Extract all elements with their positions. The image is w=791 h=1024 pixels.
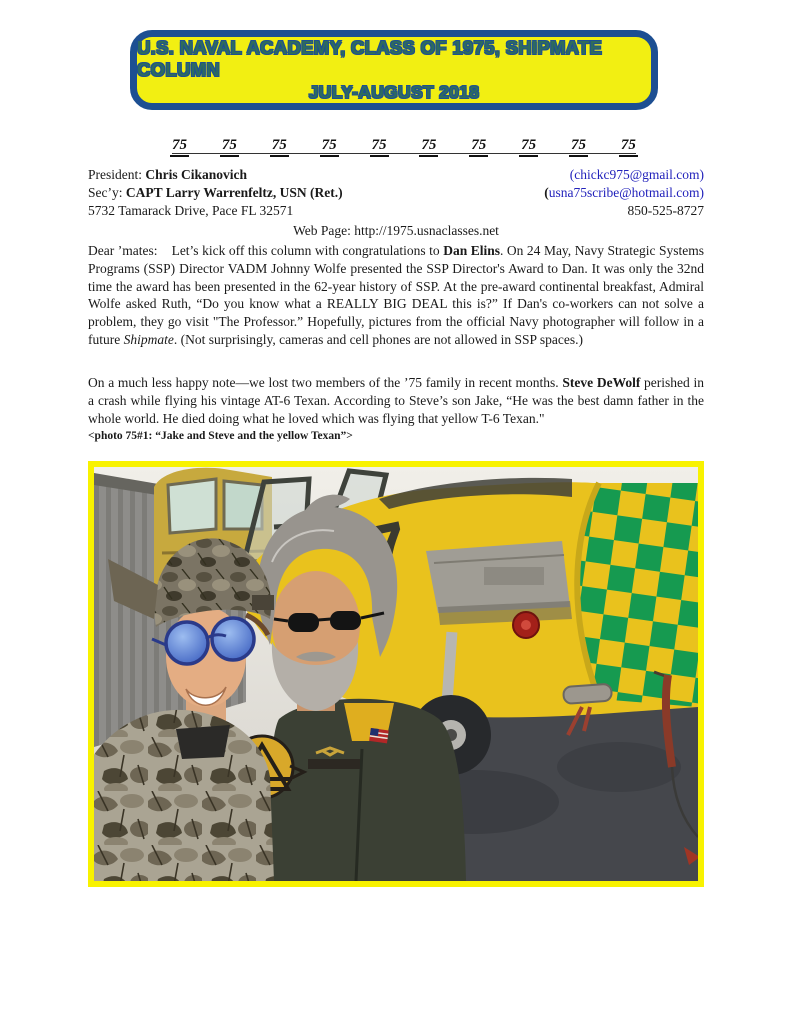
checker-cowling [577, 483, 698, 707]
seventyfive-mark: 75 [370, 136, 389, 157]
paragraph-dan-elins: Dear ’mates: Let’s kick off this column with congratulations to Dan Elins. On 24 May, Navy Strategic Systems Programs (SSP) Director VADM Johnny Wolfe presented the SSP Director's Award to Dan. It was only the 32nd time the award has been presented in the 62-year history of SSP. At the pre-award continental breakfast, Admiral Wolfe asked Ruth, “Do you know what a REALLY BIG DEAL this is?” If Dan's co-workers can not solve a problem, they go visit "The Professor.” Hopefully, pictures from the official Navy photographer will follow in a future Shipmate. (Not surprisingly, cameras and cell phones are not allowed in SSP spaces.) [88, 243, 704, 347]
secretary-phone: 850-525-8727 [627, 203, 704, 218]
seventyfive-mark: 75 [619, 136, 638, 157]
seventyfive-mark: 75 [170, 136, 189, 157]
seventyfive-mark: 75 [419, 136, 438, 157]
secretary-address: 5732 Tamarack Drive, Pace FL 32571 [88, 203, 294, 218]
secretary-label: Sec’y: [88, 185, 126, 200]
seventyfive-mark: 75 [519, 136, 538, 157]
dark-tshirt [176, 725, 230, 759]
seventyfive-mark: 75 [569, 136, 588, 157]
us-flag-patch [369, 728, 389, 743]
president-row [88, 166, 704, 184]
seventyfive-mark: 75 [220, 136, 239, 157]
seventyfive-mark: 75 [320, 136, 339, 157]
president-name: Chris Cikanovich [145, 167, 248, 182]
secretary-email-paren: ( [544, 185, 549, 200]
secretary-email-link[interactable]: usna75scribe@hotmail.com) [548, 185, 704, 200]
seventyfive-mark: 75 [469, 136, 488, 157]
president-label: President: [88, 167, 146, 182]
banner-title: U.S. NAVAL ACADEMY, CLASS OF 1975, SHIPMATE COLUMN [137, 37, 603, 80]
photo-placeholder-caption: <photo 75#1: “Jake and Steve and the yellow Texan”> [88, 430, 353, 442]
masthead-banner [130, 30, 658, 110]
photo-jake-steve-texan [88, 461, 704, 887]
cowl-flap-panel [426, 541, 572, 625]
banner-subtitle: JULY-AUGUST 2018 [308, 82, 480, 102]
address-row [88, 202, 704, 220]
secretary-name: CAPT Larry Warrenfeltz, USN (Ret.) [125, 185, 343, 200]
webpage-link[interactable]: Web Page: http://1975.usnaclasses.net [293, 223, 499, 238]
seventyfive-mark: 75 [270, 136, 289, 157]
president-email-link[interactable]: (chickc975@gmail.com) [569, 167, 704, 182]
secretary-row [88, 184, 704, 202]
contact-block [88, 166, 704, 240]
class-75-divider [170, 135, 638, 157]
paragraph-steve-dewolf: On a much less happy note—we lost two members of the ’75 family in recent months. Steve DeWolf perished in a crash while flying his vintage AT-6 Texan. According to Steve’s son Jake, “He was the best damn father in the whole world. He died doing what he loved which was flying that yellow T-6 Texan." [88, 375, 704, 426]
photo-illustration [94, 467, 698, 881]
exhaust-pipe [563, 684, 612, 704]
